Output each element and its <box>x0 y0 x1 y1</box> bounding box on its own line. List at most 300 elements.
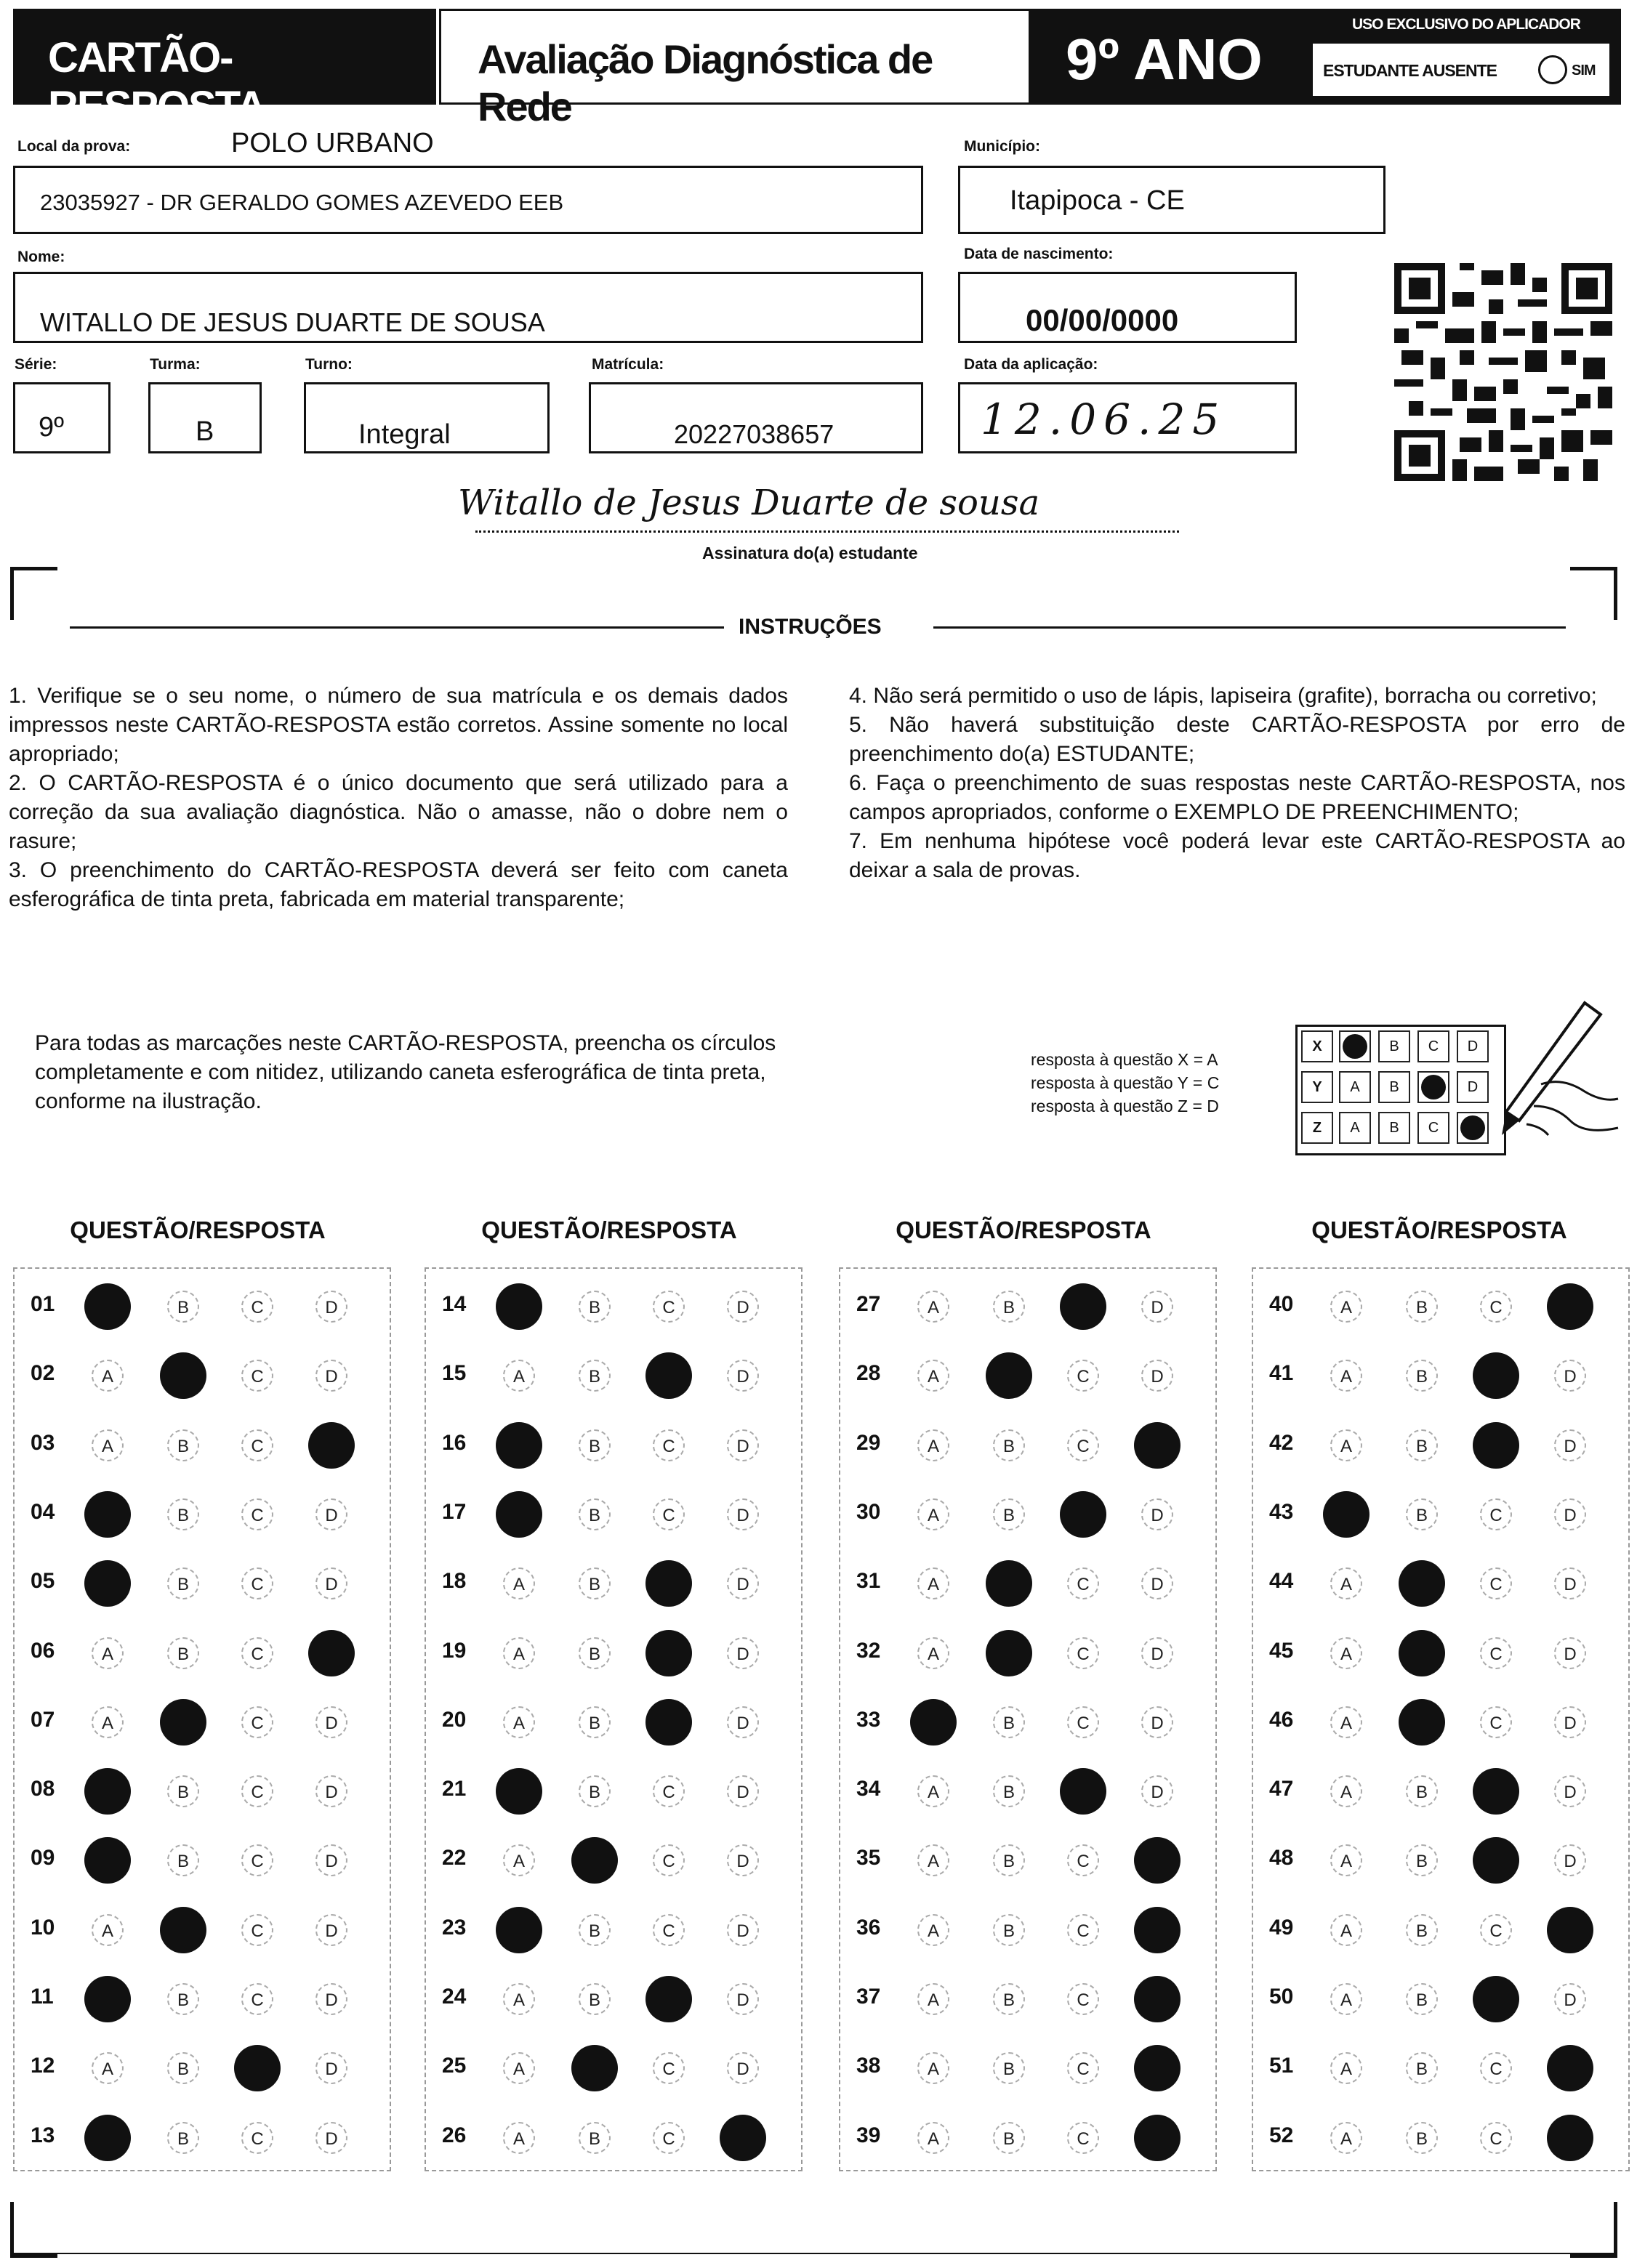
answer-bubble-a[interactable]: A <box>917 1637 949 1669</box>
card-title: CARTÃO-RESPOSTA <box>48 34 265 130</box>
answer-bubble-d[interactable]: D <box>1554 1360 1586 1392</box>
answer-bubble-c[interactable]: C <box>241 1637 273 1669</box>
answer-bubble-d[interactable]: D <box>315 2052 347 2084</box>
answer-bubble-a[interactable]: A <box>92 2052 124 2084</box>
answer-bubble-a[interactable] <box>496 1491 542 1538</box>
answer-bubble-d[interactable]: D <box>1554 1429 1586 1461</box>
question-number: 34 <box>856 1777 881 1801</box>
question-row <box>1253 1272 1628 1341</box>
example-option-c: C <box>1417 1030 1449 1062</box>
answer-bubble-c[interactable]: C <box>241 1914 273 1946</box>
answer-bubble-a[interactable]: A <box>1330 1429 1362 1461</box>
absent-label: ESTUDANTE AUSENTE <box>1323 61 1497 80</box>
answer-bubble-a[interactable]: A <box>917 1498 949 1530</box>
answer-bubble-b[interactable] <box>1399 1560 1445 1607</box>
answer-bubble-b[interactable] <box>1399 1699 1445 1746</box>
answer-bubble-c[interactable] <box>645 1699 692 1746</box>
answer-bubble-b[interactable]: B <box>579 1637 611 1669</box>
answer-bubble-c[interactable]: C <box>241 1429 273 1461</box>
answer-bubble-c[interactable] <box>234 2045 281 2091</box>
answer-bubble-b[interactable]: B <box>993 1291 1025 1323</box>
answer-bubble-c[interactable] <box>1060 1283 1106 1330</box>
answer-bubble-a[interactable] <box>496 1283 542 1330</box>
matricula-box <box>589 382 923 453</box>
answer-bubble-a[interactable]: A <box>1330 1775 1362 1807</box>
answer-bubble-a[interactable]: A <box>503 1706 535 1738</box>
answer-bubble-c[interactable] <box>1060 1768 1106 1815</box>
question-number: 35 <box>856 1846 881 1871</box>
column-header: QUESTÃO/RESPOSTA <box>481 1216 737 1243</box>
question-number: 45 <box>1269 1638 1294 1663</box>
answer-bubble-c[interactable]: C <box>241 1567 273 1599</box>
question-row <box>840 1687 1215 1756</box>
answer-bubble-b[interactable]: B <box>1406 1983 1438 2015</box>
question-number: 38 <box>856 2054 881 2078</box>
answer-bubble-c[interactable]: C <box>241 1844 273 1876</box>
answer-bubble-d[interactable] <box>1134 1907 1181 1953</box>
answer-bubble-b[interactable]: B <box>579 1429 611 1461</box>
question-number: 46 <box>1269 1707 1294 1732</box>
answer-bubble-d[interactable] <box>1547 2115 1593 2161</box>
question-number: 50 <box>1269 1985 1294 2009</box>
answer-bubble-d[interactable] <box>1134 2045 1181 2091</box>
answer-bubble-a[interactable] <box>84 1768 131 1815</box>
answer-bubble-c[interactable]: C <box>1067 1844 1099 1876</box>
aplicacao-value: 12.06.25 <box>981 395 1227 444</box>
answer-bubble-d[interactable]: D <box>1554 1983 1586 2015</box>
answer-bubble-a[interactable]: A <box>92 1637 124 1669</box>
question-row <box>1253 2103 1628 2172</box>
answer-bubble-c[interactable] <box>645 1560 692 1607</box>
answer-bubble-b[interactable]: B <box>993 1844 1025 1876</box>
answer-bubble-a[interactable] <box>84 2115 131 2161</box>
answer-bubble-b[interactable]: B <box>167 1983 199 2015</box>
answer-bubble-b[interactable]: B <box>993 1983 1025 2015</box>
frame-bottom-line <box>10 2253 1617 2254</box>
question-row <box>15 1341 390 1410</box>
answer-bubble-b[interactable]: B <box>579 1775 611 1807</box>
question-number: 42 <box>1269 1430 1294 1455</box>
answer-bubble-b[interactable]: B <box>579 1291 611 1323</box>
instruction-1: 1. Verifique se o seu nome, o número de sua matrícula e os demais dados impressos neste CARTÃO-RESPOSTA estão corretos. Assine somente no local apropriado; <box>9 684 788 766</box>
answer-bubble-a[interactable]: A <box>917 2122 949 2154</box>
question-row <box>15 1549 390 1618</box>
answer-bubble-d[interactable]: D <box>315 2122 347 2154</box>
question-row <box>15 2103 390 2172</box>
answer-bubble-b[interactable]: B <box>993 2052 1025 2084</box>
answer-bubble-c[interactable]: C <box>653 1844 685 1876</box>
answer-bubble-d[interactable]: D <box>315 1983 347 2015</box>
answer-bubble-a[interactable]: A <box>1330 1983 1362 2015</box>
answer-bubble-c[interactable]: C <box>653 1291 685 1323</box>
answer-bubble-b[interactable]: B <box>167 1498 199 1530</box>
answer-bubble-d[interactable]: D <box>727 1498 759 1530</box>
answer-bubble-d[interactable]: D <box>1554 1498 1586 1530</box>
question-number: 23 <box>442 1915 467 1940</box>
answer-bubble-a[interactable]: A <box>503 1637 535 1669</box>
answer-bubble-a[interactable]: A <box>917 1844 949 1876</box>
question-row <box>426 1618 801 1687</box>
answer-bubble-b[interactable]: B <box>993 1775 1025 1807</box>
answer-bubble-c[interactable]: C <box>653 1914 685 1946</box>
answer-bubble-d[interactable]: D <box>315 1567 347 1599</box>
answer-bubble-d[interactable]: D <box>315 1844 347 1876</box>
municipio-label: Município: <box>964 138 1040 155</box>
answer-bubble-c[interactable]: C <box>241 1291 273 1323</box>
municipio-box <box>958 166 1385 234</box>
question-row <box>426 1411 801 1480</box>
example-option-b: B <box>1378 1112 1410 1144</box>
answer-bubble-d[interactable]: D <box>727 1844 759 1876</box>
question-row <box>840 2033 1215 2102</box>
answer-bubble-c[interactable]: C <box>653 1429 685 1461</box>
answer-bubble-b[interactable]: B <box>1406 1914 1438 1946</box>
answer-bubble-a[interactable]: A <box>917 1429 949 1461</box>
answer-bubble-c[interactable]: C <box>653 2052 685 2084</box>
answer-bubble-c[interactable]: C <box>1067 1706 1099 1738</box>
answer-bubble-b[interactable]: B <box>1406 1775 1438 1807</box>
answer-bubble-a[interactable] <box>84 1283 131 1330</box>
answer-bubble-b[interactable]: B <box>579 1914 611 1946</box>
absent-box <box>1313 44 1609 96</box>
card-title-block <box>13 9 436 130</box>
answer-bubble-a[interactable] <box>84 1491 131 1538</box>
question-row <box>426 1272 801 1341</box>
answer-bubble-b[interactable]: B <box>167 1844 199 1876</box>
answer-bubble-c[interactable]: C <box>241 1706 273 1738</box>
grade-label: 9º ANO <box>1066 27 1263 92</box>
nascimento-box <box>958 272 1297 343</box>
answer-bubble-b[interactable]: B <box>167 1567 199 1599</box>
answer-bubble-c[interactable] <box>1473 1768 1519 1815</box>
question-column <box>425 1267 803 2171</box>
question-number: 30 <box>856 1499 881 1524</box>
question-column <box>839 1267 1217 2171</box>
serie-value: 9º <box>39 412 65 443</box>
answer-bubble-d[interactable] <box>1547 1907 1593 1953</box>
example-frame <box>1295 1025 1506 1155</box>
qr-code <box>1387 256 1620 488</box>
answer-bubble-c[interactable]: C <box>1480 1498 1512 1530</box>
signature-line <box>475 530 1179 533</box>
example-option-b: B <box>1378 1071 1410 1103</box>
question-number: 43 <box>1269 1499 1294 1524</box>
question-number: 52 <box>1269 2123 1294 2147</box>
answer-bubble-c[interactable]: C <box>241 1498 273 1530</box>
answer-bubble-b[interactable]: B <box>167 2052 199 2084</box>
answer-bubble-a[interactable]: A <box>92 1706 124 1738</box>
example-option-a: A <box>1339 1112 1371 1144</box>
answer-bubble-b[interactable]: B <box>579 1498 611 1530</box>
answer-bubble-b[interactable]: B <box>1406 1360 1438 1392</box>
turno-value: Integral <box>358 419 451 450</box>
example-option-d: D <box>1457 1030 1489 1062</box>
question-row <box>840 2103 1215 2172</box>
answer-bubble-d[interactable]: D <box>727 1567 759 1599</box>
answer-bubble-c[interactable]: C <box>1067 2122 1099 2154</box>
answer-bubble-c[interactable]: C <box>1480 2122 1512 2154</box>
question-number: 05 <box>31 1569 55 1594</box>
question-row <box>426 2033 801 2102</box>
answer-bubble-c[interactable] <box>1473 1352 1519 1399</box>
answer-bubble-c[interactable] <box>645 1630 692 1676</box>
answer-bubble-a[interactable]: A <box>503 2052 535 2084</box>
answer-bubble-b[interactable]: B <box>993 2122 1025 2154</box>
answer-bubble-b[interactable]: B <box>993 1498 1025 1530</box>
answer-bubble-a[interactable]: A <box>1330 2052 1362 2084</box>
question-row <box>426 1964 801 2033</box>
answer-bubble-d[interactable]: D <box>1141 1291 1173 1323</box>
answer-bubble-c[interactable] <box>1473 1837 1519 1884</box>
answer-bubble-d[interactable]: D <box>315 1706 347 1738</box>
instruction-5: 5. Não haverá substituição deste CARTÃO-RESPOSTA por erro de preenchimento do(a) ESTUDANTE; <box>849 713 1625 766</box>
answer-bubble-d[interactable]: D <box>1141 1706 1173 1738</box>
answer-bubble-c[interactable]: C <box>241 1983 273 2015</box>
answer-bubble-d[interactable]: D <box>727 1429 759 1461</box>
answer-bubble-a[interactable]: A <box>503 1844 535 1876</box>
question-number: 17 <box>442 1499 467 1524</box>
question-row <box>1253 1687 1628 1756</box>
answer-bubble-a[interactable]: A <box>503 1360 535 1392</box>
question-row <box>15 1411 390 1480</box>
absent-option: SIM <box>1572 62 1596 78</box>
answer-bubble-d[interactable]: D <box>1141 1498 1173 1530</box>
instruction-4: 4. Não será permitido o uso de lápis, lapiseira (grafite), borracha ou corretivo; <box>849 684 1597 708</box>
answer-bubble-c[interactable]: C <box>1067 1983 1099 2015</box>
answer-bubble-d[interactable] <box>1134 1837 1181 1884</box>
answer-bubble-a[interactable] <box>910 1699 957 1746</box>
local-label: Local da prova: <box>17 138 131 155</box>
answer-bubble-a[interactable]: A <box>917 1914 949 1946</box>
question-number: 02 <box>31 1361 55 1386</box>
answer-bubble-a[interactable]: A <box>1330 1291 1362 1323</box>
question-number: 28 <box>856 1361 881 1386</box>
answer-bubble-d[interactable]: D <box>1554 1567 1586 1599</box>
question-number: 21 <box>442 1777 467 1801</box>
question-number: 49 <box>1269 1915 1294 1940</box>
question-number: 48 <box>1269 1846 1294 1871</box>
question-number: 09 <box>31 1846 55 1871</box>
answer-bubble-d[interactable] <box>308 1630 355 1676</box>
answer-bubble-d[interactable]: D <box>1141 1637 1173 1669</box>
example-option-b: B <box>1378 1030 1410 1062</box>
answer-bubble-d[interactable]: D <box>315 1775 347 1807</box>
answer-bubble-a[interactable] <box>496 1907 542 1953</box>
answer-bubble-c[interactable]: C <box>1480 1291 1512 1323</box>
answer-bubble-a[interactable]: A <box>503 1983 535 2015</box>
question-row <box>15 1272 390 1341</box>
answer-bubble-a[interactable]: A <box>1330 1706 1362 1738</box>
answer-bubble-d[interactable]: D <box>1141 1775 1173 1807</box>
question-row <box>15 1825 390 1894</box>
answer-bubble-d[interactable] <box>1547 1283 1593 1330</box>
answer-bubble-a[interactable]: A <box>917 1775 949 1807</box>
answer-bubble-a[interactable]: A <box>1330 2122 1362 2154</box>
answer-bubble-c[interactable]: C <box>653 2122 685 2154</box>
answer-bubble-d[interactable] <box>1134 2115 1181 2161</box>
answer-bubble-a[interactable]: A <box>1330 1844 1362 1876</box>
answer-bubble-d[interactable]: D <box>1554 1775 1586 1807</box>
answer-bubble-d[interactable]: D <box>727 1775 759 1807</box>
answer-bubble-c[interactable]: C <box>1067 1429 1099 1461</box>
answer-bubble-a[interactable]: A <box>1330 1914 1362 1946</box>
answer-bubble-d[interactable] <box>720 2115 766 2161</box>
nascimento-value: 00/00/0000 <box>1026 303 1179 337</box>
answer-bubble-d[interactable]: D <box>727 1360 759 1392</box>
answer-bubble-d[interactable]: D <box>315 1914 347 1946</box>
question-number: 39 <box>856 2123 881 2147</box>
question-row <box>426 1341 801 1410</box>
example-option-c: C <box>1417 1112 1449 1144</box>
example-grid <box>1295 1025 1506 1155</box>
answer-bubble-b[interactable]: B <box>1406 1844 1438 1876</box>
question-number: 14 <box>442 1292 467 1316</box>
answer-bubble-b[interactable] <box>986 1560 1032 1607</box>
answer-bubble-a[interactable]: A <box>1330 1567 1362 1599</box>
answer-bubble-d[interactable]: D <box>727 2052 759 2084</box>
question-row <box>426 1825 801 1894</box>
answer-bubble-d[interactable] <box>308 1422 355 1469</box>
question-row <box>15 1480 390 1549</box>
answer-bubble-a[interactable]: A <box>92 1360 124 1392</box>
answer-bubble-a[interactable]: A <box>92 1429 124 1461</box>
answer-bubble-c[interactable] <box>1060 1491 1106 1538</box>
answer-bubble-c[interactable]: C <box>241 1360 273 1392</box>
question-number: 25 <box>442 2054 467 2078</box>
question-row <box>15 1618 390 1687</box>
answer-bubble-d[interactable]: D <box>1554 1706 1586 1738</box>
answer-bubble-d[interactable]: D <box>727 1706 759 1738</box>
answer-bubble-b[interactable] <box>986 1630 1032 1676</box>
answer-bubble-d[interactable] <box>1134 1976 1181 2022</box>
question-row <box>1253 1480 1628 1549</box>
answer-bubble-c[interactable]: C <box>1067 1637 1099 1669</box>
answer-bubble-c[interactable]: C <box>1480 1567 1512 1599</box>
answer-bubble-b[interactable] <box>1399 1630 1445 1676</box>
answer-bubble-c[interactable]: C <box>241 2122 273 2154</box>
answer-bubble-a[interactable]: A <box>503 1567 535 1599</box>
answer-bubble-b[interactable] <box>160 1699 206 1746</box>
column-header: QUESTÃO/RESPOSTA <box>70 1216 326 1243</box>
answer-bubble-c[interactable]: C <box>1480 1914 1512 1946</box>
answer-bubble-c[interactable]: C <box>1480 2052 1512 2084</box>
answer-bubble-a[interactable] <box>1323 1491 1369 1538</box>
answer-bubble-b[interactable] <box>571 1837 618 1884</box>
answer-bubble-b[interactable]: B <box>579 1983 611 2015</box>
question-number: 18 <box>442 1569 467 1594</box>
answer-bubble-b[interactable]: B <box>1406 2122 1438 2154</box>
answer-bubble-a[interactable]: A <box>917 1567 949 1599</box>
answer-bubble-c[interactable]: C <box>1067 1360 1099 1392</box>
frame-corner-bottom-left <box>10 2202 57 2258</box>
answer-bubble-c[interactable]: C <box>1067 1914 1099 1946</box>
answer-bubble-d[interactable] <box>1134 1422 1181 1469</box>
answer-bubble-b[interactable] <box>986 1352 1032 1399</box>
answer-bubble-d[interactable]: D <box>1141 1567 1173 1599</box>
answer-bubble-b[interactable]: B <box>579 1706 611 1738</box>
answer-bubble-a[interactable]: A <box>92 1914 124 1946</box>
answer-bubble-a[interactable]: A <box>917 1291 949 1323</box>
question-number: 01 <box>31 1292 55 1316</box>
answer-bubble-a[interactable]: A <box>503 2122 535 2154</box>
frame-corner-top-left <box>10 567 57 620</box>
question-number: 24 <box>442 1985 467 2009</box>
answer-bubble-b[interactable]: B <box>579 1567 611 1599</box>
answer-bubble-c[interactable]: C <box>1480 1706 1512 1738</box>
answer-bubble-a[interactable]: A <box>917 2052 949 2084</box>
answer-bubble-b[interactable]: B <box>1406 2052 1438 2084</box>
answer-bubble-b[interactable] <box>160 1907 206 1953</box>
answer-bubble-c[interactable]: C <box>653 1498 685 1530</box>
answer-bubble-a[interactable]: A <box>917 1360 949 1392</box>
answer-bubble-c[interactable]: C <box>1480 1637 1512 1669</box>
answer-bubble-a[interactable] <box>84 1560 131 1607</box>
answer-bubble-c[interactable]: C <box>1067 1567 1099 1599</box>
answer-bubble-b[interactable]: B <box>993 1429 1025 1461</box>
nome-label: Nome: <box>17 249 65 265</box>
answer-bubble-b[interactable]: B <box>579 2122 611 2154</box>
answer-bubble-a[interactable]: A <box>1330 1637 1362 1669</box>
answer-bubble-d[interactable]: D <box>727 1914 759 1946</box>
answer-bubble-c[interactable]: C <box>241 1775 273 1807</box>
answer-bubble-b[interactable]: B <box>1406 1291 1438 1323</box>
pen-illustration-icon <box>1476 997 1621 1164</box>
answer-bubble-c[interactable] <box>1473 1976 1519 2022</box>
answer-bubble-a[interactable]: A <box>917 1983 949 2015</box>
answer-bubble-a[interactable]: A <box>1330 1360 1362 1392</box>
answer-bubble-d[interactable]: D <box>727 1637 759 1669</box>
answer-bubble-b[interactable]: B <box>167 1637 199 1669</box>
question-row <box>840 1480 1215 1549</box>
answer-bubble-a[interactable] <box>84 1976 131 2022</box>
answer-bubble-c[interactable] <box>1473 1422 1519 1469</box>
answer-bubble-b[interactable]: B <box>579 1360 611 1392</box>
answer-bubble-a[interactable] <box>496 1768 542 1815</box>
answer-bubble-b[interactable]: B <box>167 1291 199 1323</box>
answer-bubble-b[interactable] <box>571 2045 618 2091</box>
answer-bubble-d[interactable] <box>1547 2045 1593 2091</box>
answer-bubble-c[interactable]: C <box>653 1775 685 1807</box>
answer-bubble-b[interactable]: B <box>1406 1429 1438 1461</box>
answer-bubble-d[interactable]: D <box>727 1291 759 1323</box>
answer-bubble-c[interactable] <box>645 1976 692 2022</box>
answer-bubble-b[interactable]: B <box>167 2122 199 2154</box>
answer-bubble-c[interactable] <box>645 1352 692 1399</box>
answer-bubble-d[interactable]: D <box>315 1498 347 1530</box>
question-number: 41 <box>1269 1361 1294 1386</box>
absent-checkbox[interactable] <box>1538 55 1567 84</box>
answer-bubble-b[interactable] <box>160 1352 206 1399</box>
answer-bubble-d[interactable]: D <box>1554 1637 1586 1669</box>
answer-bubble-a[interactable] <box>84 1837 131 1884</box>
answer-bubble-d[interactable]: D <box>1141 1360 1173 1392</box>
answer-bubble-b[interactable]: B <box>167 1429 199 1461</box>
answer-bubble-a[interactable] <box>496 1422 542 1469</box>
answer-bubble-b[interactable]: B <box>167 1775 199 1807</box>
question-number: 16 <box>442 1430 467 1455</box>
answer-bubble-d[interactable]: D <box>315 1291 347 1323</box>
question-row <box>426 1895 801 1964</box>
answer-bubble-d[interactable]: D <box>727 1983 759 2015</box>
answer-bubble-d[interactable]: D <box>1554 1844 1586 1876</box>
answer-bubble-b[interactable]: B <box>993 1914 1025 1946</box>
school-box <box>13 166 923 234</box>
answer-bubble-d[interactable]: D <box>315 1360 347 1392</box>
answer-bubble-c[interactable]: C <box>1067 2052 1099 2084</box>
turma-label: Turma: <box>150 356 201 373</box>
answer-bubble-b[interactable]: B <box>1406 1498 1438 1530</box>
answer-bubble-b[interactable]: B <box>993 1706 1025 1738</box>
